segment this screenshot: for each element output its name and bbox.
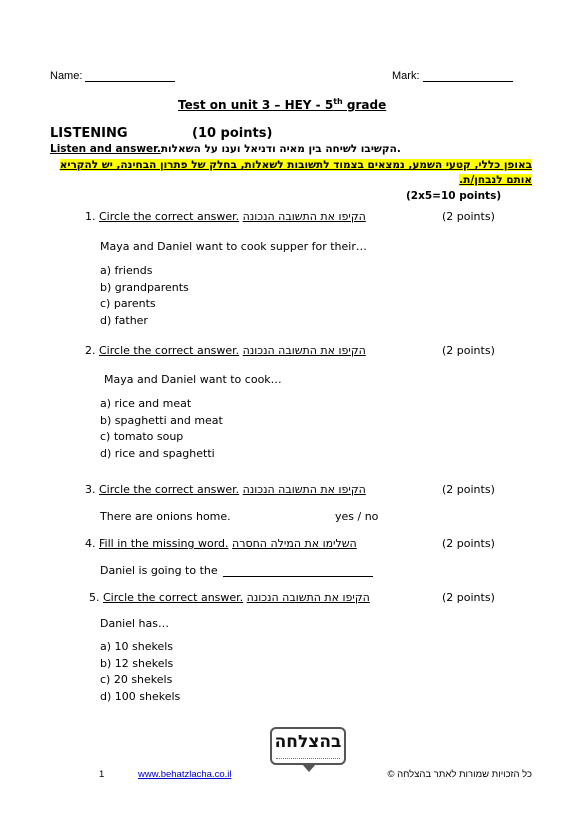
site-link[interactable]: www.behatzlacha.co.il [138, 769, 232, 780]
question-1-options [100, 263, 189, 329]
option[interactable]: c) 20 shekels [100, 673, 173, 686]
option[interactable]: b) spaghetti and meat [100, 413, 223, 427]
question-5-options [100, 639, 180, 705]
name-blank[interactable] [85, 81, 175, 82]
name-label: Name: [50, 70, 83, 82]
question-4-stem: Daniel is going to the [100, 564, 373, 577]
question-3-instruction: 3. Circle the correct answer. הקיפו את התשובה הנכונה [85, 483, 366, 496]
option[interactable]: d) 100 shekels [100, 689, 181, 703]
behatzlacha-logo [270, 727, 346, 765]
question-1-stem: Maya and Daniel want to cook supper for their… [100, 240, 367, 253]
question-4-instruction: 4. Fill in the missing word. השלימו את המילה החסרה [85, 537, 357, 550]
total-points: (2x5=10 points) [406, 190, 502, 202]
page-number: 1 [99, 769, 105, 780]
question-1-instruction: 1. Circle the correct answer. הקיפו את התשובה הנכונה [85, 210, 366, 223]
question-5-stem: Daniel has… [100, 617, 170, 630]
mark-blank[interactable] [423, 81, 513, 82]
option[interactable]: c) parents [100, 297, 156, 310]
question-2-instruction: 2. Circle the correct answer. הקיפו את התשובה הנכונה [85, 344, 366, 357]
question-4-points: (2 points) [442, 537, 495, 550]
answer-blank[interactable] [223, 576, 373, 577]
question-2-points: (2 points) [442, 344, 495, 357]
question-2-stem: Maya and Daniel want to cook… [104, 373, 282, 386]
option[interactable]: d) rice and spaghetti [100, 446, 215, 460]
option[interactable]: a) 10 shekels [100, 640, 174, 653]
teacher-note-line1: באופן כללי, קטעי השמע, נמצאים בצמוד לתשובות לשאלות, בחלק של פתרון הבחינה, יש להקריא [59, 159, 532, 171]
option[interactable]: b) grandparents [100, 280, 189, 294]
question-3-points: (2 points) [442, 483, 495, 496]
question-2-options [100, 396, 223, 462]
copyright-text: כל הזכויות שמורות לאתר בהצלחה © [387, 769, 532, 780]
question-1-points: (2 points) [442, 210, 495, 223]
option[interactable]: a) friends [100, 264, 153, 277]
teacher-note-line2: אותם לנבחן/ת. [459, 174, 532, 186]
logo-divider [276, 758, 340, 761]
speech-bubble-tail-icon [302, 764, 316, 772]
mark-field [392, 70, 513, 82]
instructions-line: Listen and answer.הקשיבו לשיחה בין מאיה ודניאל וענו על השאלות. [50, 143, 401, 155]
option[interactable]: a) rice and meat [100, 397, 192, 410]
option[interactable]: d) father [100, 313, 148, 327]
section-heading: LISTENING [50, 126, 128, 141]
question-5-points: (2 points) [442, 591, 495, 604]
question-3-choice[interactable]: yes / no [335, 510, 379, 523]
option[interactable]: b) 12 shekels [100, 656, 174, 670]
section-points: (10 points) [192, 126, 273, 141]
option[interactable]: c) tomato soup [100, 430, 184, 443]
name-field [50, 70, 175, 82]
question-5-instruction: 5. Circle the correct answer. הקיפו את התשובה הנכונה [89, 591, 370, 604]
logo-text: בהצלחה [274, 732, 342, 752]
question-3-stem: There are onions home. [100, 510, 231, 523]
page-title: Test on unit 3 – HEY - 5th grade [178, 97, 387, 112]
mark-label: Mark: [392, 70, 420, 82]
